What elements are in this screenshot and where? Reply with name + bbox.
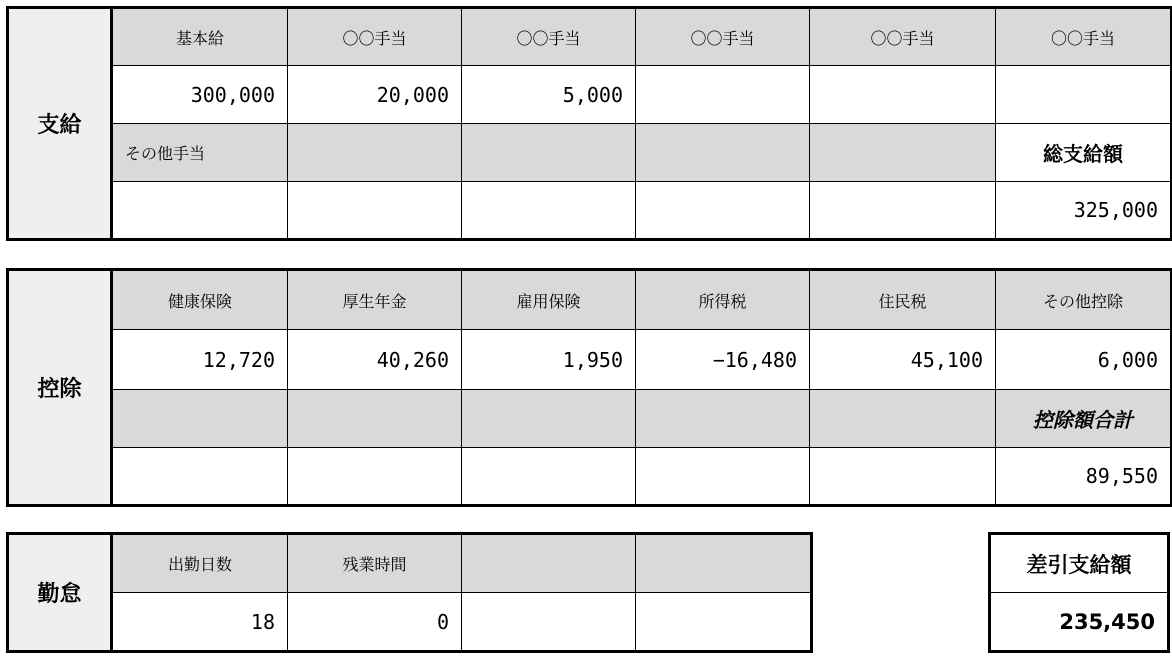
payment-value-allowance-3[interactable] (636, 66, 810, 124)
deduction-header-health-insurance: 健康保険 (112, 270, 288, 330)
payment-blank-cell[interactable] (810, 182, 996, 240)
deduction-header-employment-insurance: 雇用保険 (462, 270, 636, 330)
payment-blank-cell[interactable] (288, 182, 462, 240)
payment-table (6, 6, 1172, 241)
deduction-value-employment-insurance[interactable]: 1,950 (462, 330, 636, 390)
net-pay-table (988, 532, 1170, 653)
payment-header-allowance-2: 〇〇手当 (462, 8, 636, 66)
attendance-header-blank (636, 534, 812, 593)
deduction-header-income-tax: 所得税 (636, 270, 810, 330)
deduction-gray-cell (288, 390, 462, 448)
payment-gray-cell (810, 124, 996, 182)
deduction-gray-cell (462, 390, 636, 448)
deduction-total-value[interactable]: 89,550 (996, 448, 1172, 506)
deduction-gray-cell (810, 390, 996, 448)
deduction-blank-cell[interactable] (112, 448, 288, 506)
deduction-value-pension[interactable]: 40,260 (288, 330, 462, 390)
deduction-gray-cell (112, 390, 288, 448)
payment-value-allowance-5[interactable] (996, 66, 1172, 124)
deduction-value-resident-tax[interactable]: 45,100 (810, 330, 996, 390)
attendance-header-work-days: 出勤日数 (112, 534, 288, 593)
deduction-table (6, 268, 1172, 507)
deduction-total-label: 控除額合計 (996, 390, 1172, 448)
net-pay-value[interactable]: 235,450 (990, 593, 1169, 652)
payment-value-allowance-4[interactable] (810, 66, 996, 124)
payment-blank-cell[interactable] (636, 182, 810, 240)
payment-value-allowance-1[interactable]: 20,000 (288, 66, 462, 124)
payment-header-allowance-3: 〇〇手当 (636, 8, 810, 66)
payment-header-allowance-5: 〇〇手当 (996, 8, 1172, 66)
net-pay-label: 差引支給額 (990, 534, 1169, 593)
payment-blank-cell[interactable] (462, 182, 636, 240)
deduction-header-resident-tax: 住民税 (810, 270, 996, 330)
attendance-value-blank[interactable] (636, 593, 812, 652)
attendance-value-work-days[interactable]: 18 (112, 593, 288, 652)
deduction-side-label: 控除 (8, 270, 112, 506)
attendance-value-blank[interactable] (462, 593, 636, 652)
payment-gray-cell (462, 124, 636, 182)
deduction-gray-cell (636, 390, 810, 448)
payment-header-allowance-4: 〇〇手当 (810, 8, 996, 66)
payment-header-allowance-1: 〇〇手当 (288, 8, 462, 66)
deduction-header-pension: 厚生年金 (288, 270, 462, 330)
attendance-table (6, 532, 813, 653)
deduction-blank-cell[interactable] (288, 448, 462, 506)
payment-value-basic-salary[interactable]: 300,000 (112, 66, 288, 124)
attendance-side-label: 勤怠 (8, 534, 112, 652)
attendance-header-blank (462, 534, 636, 593)
payment-total-value[interactable]: 325,000 (996, 182, 1172, 240)
attendance-header-overtime: 残業時間 (288, 534, 462, 593)
payment-gray-cell (288, 124, 462, 182)
deduction-value-other[interactable]: 6,000 (996, 330, 1172, 390)
deduction-value-health-insurance[interactable]: 12,720 (112, 330, 288, 390)
payment-total-label: 総支給額 (996, 124, 1172, 182)
deduction-value-income-tax[interactable]: −16,480 (636, 330, 810, 390)
deduction-blank-cell[interactable] (462, 448, 636, 506)
payment-other-allowance-value[interactable] (112, 182, 288, 240)
payment-value-allowance-2[interactable]: 5,000 (462, 66, 636, 124)
attendance-value-overtime[interactable]: 0 (288, 593, 462, 652)
deduction-header-other: その他控除 (996, 270, 1172, 330)
payment-header-basic-salary: 基本給 (112, 8, 288, 66)
deduction-blank-cell[interactable] (636, 448, 810, 506)
deduction-blank-cell[interactable] (810, 448, 996, 506)
payment-side-label: 支給 (8, 8, 112, 240)
payment-other-allowance-label: その他手当 (112, 124, 288, 182)
payment-gray-cell (636, 124, 810, 182)
